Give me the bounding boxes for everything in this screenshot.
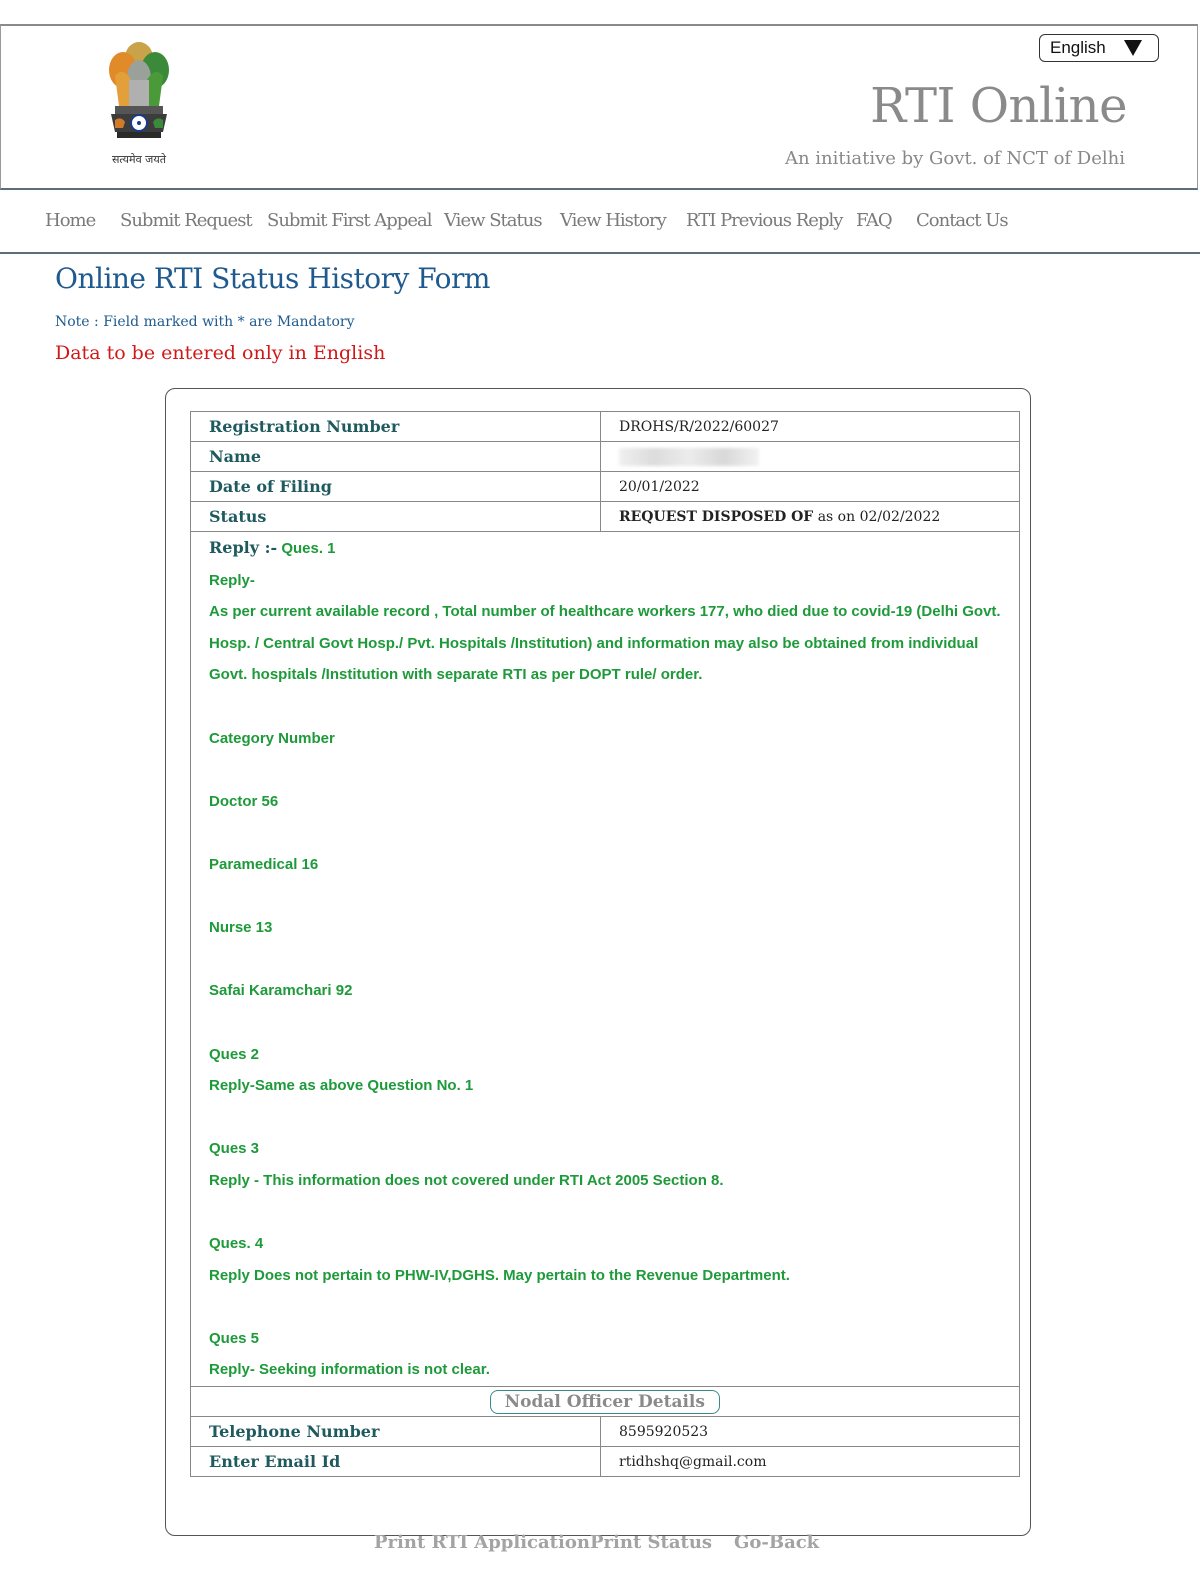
table-row [191,1387,1020,1417]
nav-submit-first-appeal[interactable]: Submit First Appeal [267,210,432,231]
date-label: Date of Filing [191,472,601,502]
redacted-name [619,448,759,466]
status-label: Status [191,502,601,532]
reply-text: Ques. 1 [277,540,336,557]
reply-line: Nurse 13 [209,919,273,937]
reply-line [209,944,1001,976]
language-value: English [1050,38,1106,57]
nodal-officer-heading: Nodal Officer Details [490,1390,720,1414]
print-status-link[interactable]: Print Status [590,1532,713,1553]
registration-label: Registration Number [191,412,601,442]
reply-line: Doctor 56 [209,792,279,810]
ashoka-emblem-icon [93,36,185,148]
table-row [191,1447,1020,1477]
status-bold: REQUEST DISPOSED OF [619,508,814,525]
reply-line: Reply - This information does not covered under RTI Act 2005 Section 8. [209,1171,724,1189]
reply-line: As per current available record , Total number of healthcare workers 177, who died due to covid-19 (Delhi Govt. [209,603,1001,621]
nav-home[interactable]: Home [45,210,96,231]
nav-faq[interactable]: FAQ [856,210,892,231]
reply-line [209,1196,1001,1228]
english-warning: Data to be entered only in English [55,342,386,364]
reply-line [209,881,1001,913]
national-emblem [93,36,185,166]
print-application-link[interactable]: Print RTI Application [374,1532,590,1553]
reply-cell [191,532,1020,1387]
status-value [601,502,1020,532]
telephone-label: Telephone Number [191,1417,601,1447]
site-title: RTI Online [870,78,1127,134]
reply-line: Ques 5 [209,1329,260,1347]
table-row [191,442,1020,472]
reply-line: Reply-Same as above Question No. 1 [209,1077,474,1095]
reply-line: Reply Does not pertain to PHW-IV,DGHS. May pertain to the Revenue Department. [209,1266,790,1284]
reply-label: Reply :- [209,538,278,557]
reply-line [209,754,1001,786]
name-label: Name [191,442,601,472]
email-label: Enter Email Id [191,1447,601,1477]
site-subtitle: An initiative by Govt. of NCT of Delhi [784,148,1125,169]
reply-line: Paramedical 16 [209,855,319,873]
telephone-value: 8595920523 [601,1417,1020,1447]
status-date: as on 02/02/2022 [813,508,941,525]
main-nav [0,192,1200,254]
reply-line [209,691,1001,723]
reply-line: Ques 2 [209,1045,260,1063]
table-row [191,532,1020,1387]
reply-line [209,1007,1001,1039]
name-value [601,442,1020,472]
registration-value: DROHS/R/2022/60027 [601,412,1020,442]
site-header [0,24,1198,190]
footer-actions [0,1532,1200,1562]
date-value: 20/01/2022 [601,472,1020,502]
reply-line: Reply- Seeking information is not clear. [209,1361,490,1379]
reply-line: Ques 3 [209,1140,260,1158]
reply-line: Ques. 4 [209,1235,264,1253]
nav-submit-request[interactable]: Submit Request [120,210,252,231]
table-row [191,472,1020,502]
nav-view-status[interactable]: View Status [444,210,542,231]
nav-rti-previous-reply[interactable]: RTI Previous Reply [686,210,843,231]
dropdown-arrow-icon[interactable] [1124,40,1142,56]
language-select[interactable] [1039,34,1159,62]
email-value: rtidhshq@gmail.com [601,1447,1020,1477]
nodal-header-cell [191,1387,1020,1417]
reply-line [209,1291,1001,1323]
reply-line: Reply- [209,571,255,589]
reply-line: Hosp. / Central Govt Hosp./ Pvt. Hospitals /Institution) and information may also be obtained from individual [209,634,979,652]
reply-line [209,532,1001,565]
table-row [191,1417,1020,1447]
status-table [190,411,1020,1477]
reply-line: Govt. hospitals /Institution with separate RTI as per DOPT rule/ order. [209,666,703,684]
nav-contact-us[interactable]: Contact Us [916,210,1008,231]
reply-line: Category Number [209,729,335,747]
nav-view-history[interactable]: View History [560,210,666,231]
reply-line: Safai Karamchari 92 [209,982,353,1000]
reply-line [209,817,1001,849]
table-row [191,502,1020,532]
emblem-motto: सत्यमेव जयते [111,153,166,166]
go-back-link[interactable]: Go-Back [734,1532,820,1553]
page-title: Online RTI Status History Form [55,262,490,295]
mandatory-note: Note : Field marked with * are Mandatory [55,314,355,330]
table-row [191,412,1020,442]
reply-line [209,1102,1001,1134]
